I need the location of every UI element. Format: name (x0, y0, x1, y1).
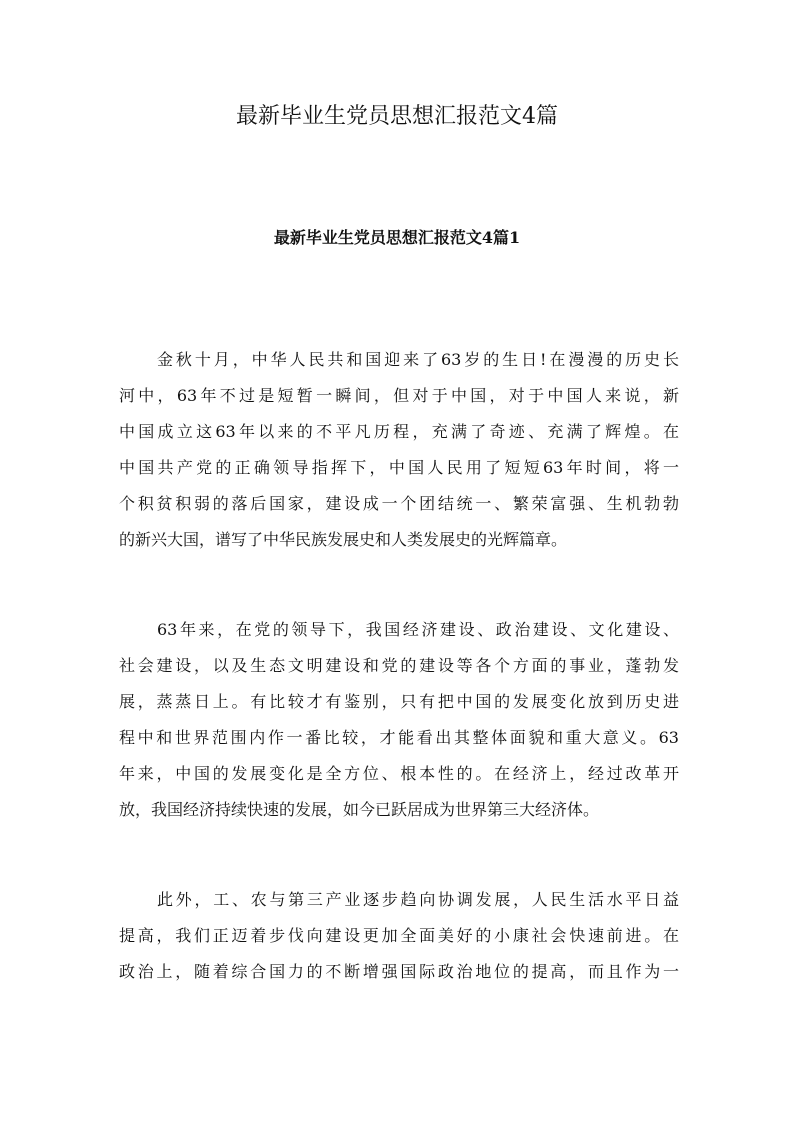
paragraph-line: 年来，中国的发展变化是全方位、根本性的。在经济上，经过改革开 (119, 764, 679, 783)
paragraph-line: 展，蒸蒸日上。有比较才有鉴别，只有把中国的发展变化放到历史进 (119, 692, 679, 711)
paragraph-1 (119, 342, 679, 558)
paragraph-2 (119, 612, 679, 828)
paragraph-line: 此外，工、农与第三产业逐步趋向协调发展，人民生活水平日益 (157, 890, 679, 909)
paragraph-3 (119, 882, 679, 990)
paragraph-line: 河中，63年不过是短暂一瞬间，但对于中国，对于中国人来说，新 (119, 386, 679, 405)
paragraph-line: 社会建设，以及生态文明建设和党的建设等各个方面的事业，蓬勃发 (119, 656, 679, 675)
paragraph-line: 中国成立这63年以来的不平凡历程，充满了奇迹、充满了辉煌。在 (119, 422, 679, 441)
paragraph-line: 程中和世界范围内作一番比较，才能看出其整体面貌和重大意义。63 (119, 728, 679, 747)
paragraph-line: 63年来，在党的领导下，我国经济建设、政治建设、文化建设、 (157, 620, 679, 639)
paragraph-line: 个积贫积弱的落后国家，建设成一个团结统一、繁荣富强、生机勃勃 (119, 494, 679, 513)
paragraph-line: 提高，我们正迈着步伐向建设更加全面美好的小康社会快速前进。在 (119, 926, 679, 945)
section-title: 最新毕业生党员思想汇报范文4篇1 (273, 228, 521, 247)
paragraph-line: 中国共产党的正确领导指挥下，中国人民用了短短63年时间，将一 (119, 458, 679, 477)
paragraph-line: 金秋十月，中华人民共和国迎来了63岁的生日!在漫漫的历史长 (157, 350, 679, 369)
paragraph-line: 的新兴大国，谱写了中华民族发展史和人类发展史的光辉篇章。 (119, 530, 568, 549)
document-title: 最新毕业生党员思想汇报范文4篇 (236, 104, 558, 129)
paragraph-line: 放，我国经济持续快速的发展，如今已跃居成为世界第三大经济体。 (119, 800, 600, 819)
paragraph-line: 政治上，随着综合国力的不断增强国际政治地位的提高，而且作为一 (119, 962, 679, 981)
